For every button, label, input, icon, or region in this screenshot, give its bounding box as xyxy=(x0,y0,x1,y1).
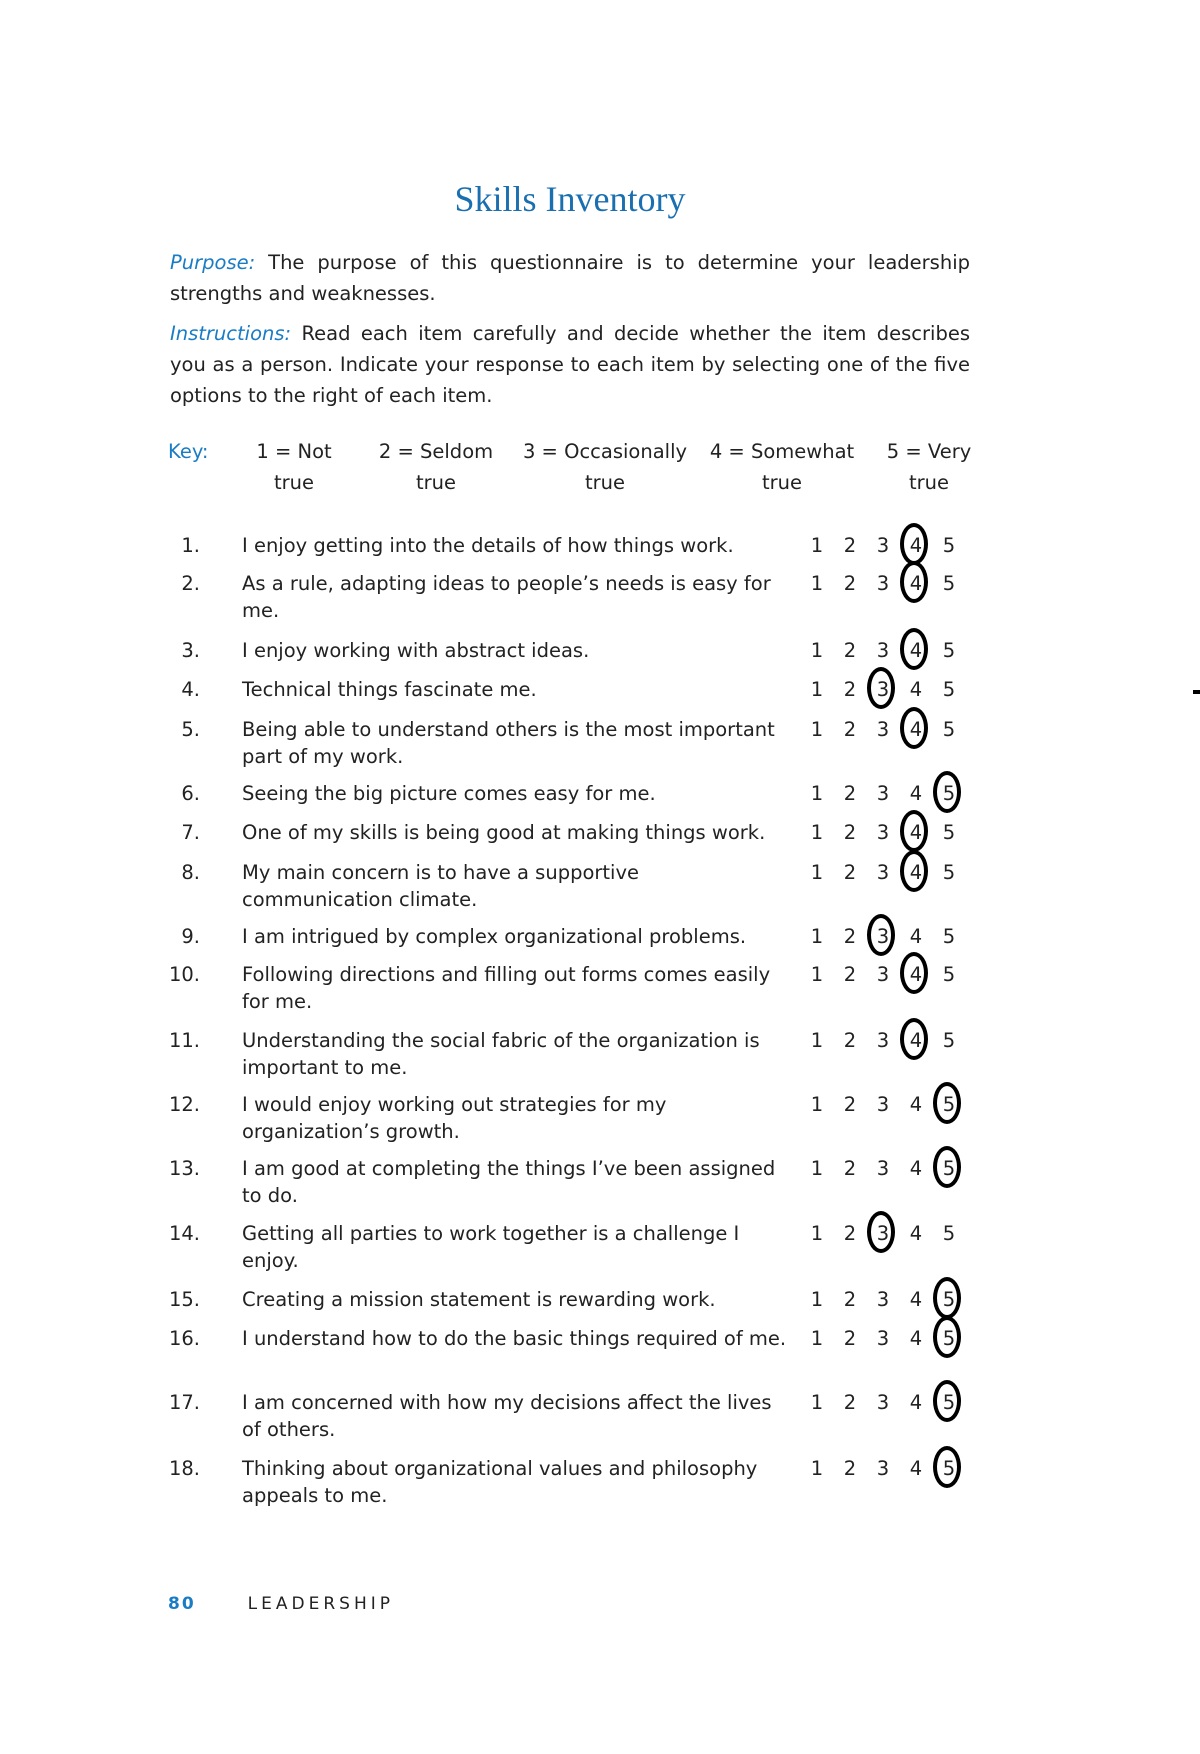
rating-option-1[interactable]: 1 xyxy=(810,1093,824,1116)
rating-option-1[interactable]: 1 xyxy=(810,1157,824,1180)
item-number: 8. xyxy=(181,861,200,884)
item-number: 4. xyxy=(181,678,200,701)
item-number: 2. xyxy=(181,572,200,595)
rating-option-3[interactable]: 3 xyxy=(876,963,890,986)
rating-option-5[interactable]: 5 xyxy=(937,1325,961,1352)
rating-option-2[interactable]: 2 xyxy=(843,1157,857,1180)
rating-option-1[interactable]: 1 xyxy=(810,639,824,662)
rating-option-2[interactable]: 2 xyxy=(843,1093,857,1116)
rating-option-4[interactable]: 4 xyxy=(909,678,923,701)
rating-option-2[interactable]: 2 xyxy=(843,861,857,884)
purpose-label: Purpose: xyxy=(170,251,256,274)
rating-option-3[interactable]: 3 xyxy=(876,1029,890,1052)
rating-option-3[interactable]: 3 xyxy=(876,534,890,557)
key-option-3: 3 = Occasionally true xyxy=(522,440,688,494)
item-text: I enjoy working with abstract ideas. xyxy=(242,639,590,662)
item-text: Thinking about organizational values and philosophy appeals to me. xyxy=(242,1457,758,1507)
rating-option-2[interactable]: 2 xyxy=(843,1327,857,1350)
rating-option-5[interactable]: 5 xyxy=(937,1091,961,1118)
rating-option-5[interactable]: 5 xyxy=(937,1455,961,1482)
item-text: Following directions and filling out forms comes easily for me. xyxy=(242,963,771,1013)
item-text: Creating a mission statement is rewarding work. xyxy=(242,1288,716,1311)
rating-option-5[interactable]: 5 xyxy=(942,1029,956,1052)
rating-option-1[interactable]: 1 xyxy=(810,861,824,884)
rating-option-4[interactable]: 4 xyxy=(904,637,928,664)
rating-option-3[interactable]: 3 xyxy=(876,782,890,805)
rating-option-4[interactable]: 4 xyxy=(904,961,928,988)
rating-option-4[interactable]: 4 xyxy=(909,1157,923,1180)
rating-option-3[interactable]: 3 xyxy=(876,821,890,844)
rating-option-2[interactable]: 2 xyxy=(843,1029,857,1052)
item-number: 14. xyxy=(168,1222,200,1245)
instructions-text: Read each item carefully and decide whether the item describes you as a person. Indicate your response to each item by selecting one of the five options to the right of each item. xyxy=(170,322,970,407)
rating-option-1[interactable]: 1 xyxy=(810,925,824,948)
rating-option-2[interactable]: 2 xyxy=(843,925,857,948)
item-text: Getting all parties to work together is a challenge I enjoy. xyxy=(242,1222,740,1272)
rating-option-2[interactable]: 2 xyxy=(843,1288,857,1311)
rating-option-5[interactable]: 5 xyxy=(937,1286,961,1313)
instructions-paragraph xyxy=(170,318,970,411)
rating-option-5[interactable]: 5 xyxy=(942,534,956,557)
item-number: 3. xyxy=(181,639,200,662)
key-option-2: 2 = Seldom true xyxy=(378,440,494,494)
rating-option-1[interactable]: 1 xyxy=(810,1288,824,1311)
item-number: 7. xyxy=(181,821,200,844)
rating-option-1[interactable]: 1 xyxy=(810,821,824,844)
rating-option-4[interactable]: 4 xyxy=(904,570,928,597)
rating-option-3[interactable]: 3 xyxy=(876,861,890,884)
rating-option-2[interactable]: 2 xyxy=(843,639,857,662)
rating-option-2[interactable]: 2 xyxy=(843,963,857,986)
rating-option-2[interactable]: 2 xyxy=(843,1457,857,1480)
rating-option-3[interactable]: 3 xyxy=(876,572,890,595)
item-text: I am good at completing the things I’ve been assigned to do. xyxy=(242,1157,776,1207)
rating-option-2[interactable]: 2 xyxy=(843,572,857,595)
rating-option-2[interactable]: 2 xyxy=(843,534,857,557)
rating-option-3[interactable]: 3 xyxy=(876,718,890,741)
rating-option-5[interactable]: 5 xyxy=(942,639,956,662)
item-number: 15. xyxy=(168,1288,200,1311)
rating-option-3[interactable]: 3 xyxy=(876,1093,890,1116)
rating-option-4[interactable]: 4 xyxy=(904,859,928,886)
rating-option-5[interactable]: 5 xyxy=(937,780,961,807)
rating-option-1[interactable]: 1 xyxy=(810,963,824,986)
rating-option-4[interactable]: 4 xyxy=(909,1327,923,1350)
rating-option-4[interactable]: 4 xyxy=(909,925,923,948)
rating-option-1[interactable]: 1 xyxy=(810,782,824,805)
running-head: LEADERSHIP xyxy=(247,1594,394,1614)
key-label: Key: xyxy=(168,440,209,463)
item-text: I enjoy getting into the details of how things work. xyxy=(242,534,734,557)
item-number: 11. xyxy=(168,1029,200,1052)
page-title: Skills Inventory xyxy=(454,179,686,219)
rating-option-2[interactable]: 2 xyxy=(843,1391,857,1414)
rating-option-5[interactable]: 5 xyxy=(942,963,956,986)
page-number: 80 xyxy=(168,1594,196,1614)
rating-option-3[interactable]: 3 xyxy=(876,1327,890,1350)
rating-option-5[interactable]: 5 xyxy=(942,925,956,948)
rating-option-3[interactable]: 3 xyxy=(876,1157,890,1180)
rating-option-4[interactable]: 4 xyxy=(904,716,928,743)
rating-option-5[interactable]: 5 xyxy=(937,1155,961,1182)
rating-option-1[interactable]: 1 xyxy=(810,534,824,557)
item-text: I am intrigued by complex organizational problems. xyxy=(242,925,747,948)
item-text: Being able to understand others is the most important part of my work. xyxy=(242,718,775,768)
rating-option-2[interactable]: 2 xyxy=(843,821,857,844)
rating-option-3[interactable]: 3 xyxy=(876,1457,890,1480)
rating-option-4[interactable]: 4 xyxy=(904,1027,928,1054)
rating-option-5[interactable]: 5 xyxy=(942,1222,956,1245)
rating-option-5[interactable]: 5 xyxy=(942,861,956,884)
item-number: 9. xyxy=(181,925,200,948)
rating-option-1[interactable]: 1 xyxy=(810,678,824,701)
rating-option-4[interactable]: 4 xyxy=(909,1288,923,1311)
item-number: 6. xyxy=(181,782,200,805)
rating-option-4[interactable]: 4 xyxy=(909,1222,923,1245)
rating-option-1[interactable]: 1 xyxy=(810,718,824,741)
rating-option-1[interactable]: 1 xyxy=(810,1457,824,1480)
page-footer xyxy=(168,1594,394,1614)
key-option-4: 4 = Somewhat true xyxy=(709,440,855,494)
edge-mark xyxy=(1193,690,1200,694)
rating-option-3[interactable]: 3 xyxy=(876,639,890,662)
rating-option-2[interactable]: 2 xyxy=(843,718,857,741)
item-number: 13. xyxy=(168,1157,200,1180)
item-number: 17. xyxy=(168,1391,200,1414)
rating-option-3[interactable]: 3 xyxy=(871,1220,895,1247)
rating-option-2[interactable]: 2 xyxy=(843,678,857,701)
rating-option-3[interactable]: 3 xyxy=(871,676,895,703)
item-text: Technical things fascinate me. xyxy=(242,678,537,701)
item-number: 1. xyxy=(181,534,200,557)
purpose-paragraph xyxy=(170,247,970,309)
rating-option-4[interactable]: 4 xyxy=(904,819,928,846)
rating-option-4[interactable]: 4 xyxy=(909,1391,923,1414)
item-text: One of my skills is being good at making things work. xyxy=(242,821,766,844)
item-text: Understanding the social fabric of the organization is important to me. xyxy=(242,1029,760,1079)
item-number: 12. xyxy=(168,1093,200,1116)
item-text: Seeing the big picture comes easy for me. xyxy=(242,782,656,805)
rating-option-1[interactable]: 1 xyxy=(810,1222,824,1245)
item-text: I understand how to do the basic things required of me. xyxy=(242,1327,787,1350)
rating-option-3[interactable]: 3 xyxy=(876,1288,890,1311)
rating-option-3[interactable]: 3 xyxy=(871,923,895,950)
rating-option-5[interactable]: 5 xyxy=(942,821,956,844)
item-number: 5. xyxy=(181,718,200,741)
rating-option-5[interactable]: 5 xyxy=(942,718,956,741)
rating-option-1[interactable]: 1 xyxy=(810,572,824,595)
rating-option-4[interactable]: 4 xyxy=(909,782,923,805)
item-text: I am concerned with how my decisions affect the lives of others. xyxy=(242,1391,772,1441)
key-option-5: 5 = Very true xyxy=(886,440,972,494)
rating-option-4[interactable]: 4 xyxy=(909,1457,923,1480)
rating-option-5[interactable]: 5 xyxy=(942,572,956,595)
rating-option-4[interactable]: 4 xyxy=(909,1093,923,1116)
rating-option-2[interactable]: 2 xyxy=(843,782,857,805)
rating-option-1[interactable]: 1 xyxy=(810,1391,824,1414)
rating-option-5[interactable]: 5 xyxy=(942,678,956,701)
purpose-text: The purpose of this questionnaire is to determine your leadership strengths and weaknesses. xyxy=(170,251,970,305)
rating-option-4[interactable]: 4 xyxy=(904,532,928,559)
rating-option-5[interactable]: 5 xyxy=(937,1389,961,1416)
key-option-1: 1 = Not true xyxy=(256,440,332,494)
instructions-label: Instructions: xyxy=(170,322,292,345)
rating-option-1[interactable]: 1 xyxy=(810,1029,824,1052)
item-text: I would enjoy working out strategies for my organization’s growth. xyxy=(242,1093,667,1143)
rating-option-2[interactable]: 2 xyxy=(843,1222,857,1245)
item-text: My main concern is to have a supportive communication climate. xyxy=(242,861,640,911)
item-number: 18. xyxy=(168,1457,200,1480)
item-text: As a rule, adapting ideas to people’s needs is easy for me. xyxy=(242,572,771,622)
item-number: 10. xyxy=(168,963,200,986)
rating-option-1[interactable]: 1 xyxy=(810,1327,824,1350)
rating-option-3[interactable]: 3 xyxy=(876,1391,890,1414)
item-number: 16. xyxy=(168,1327,200,1350)
